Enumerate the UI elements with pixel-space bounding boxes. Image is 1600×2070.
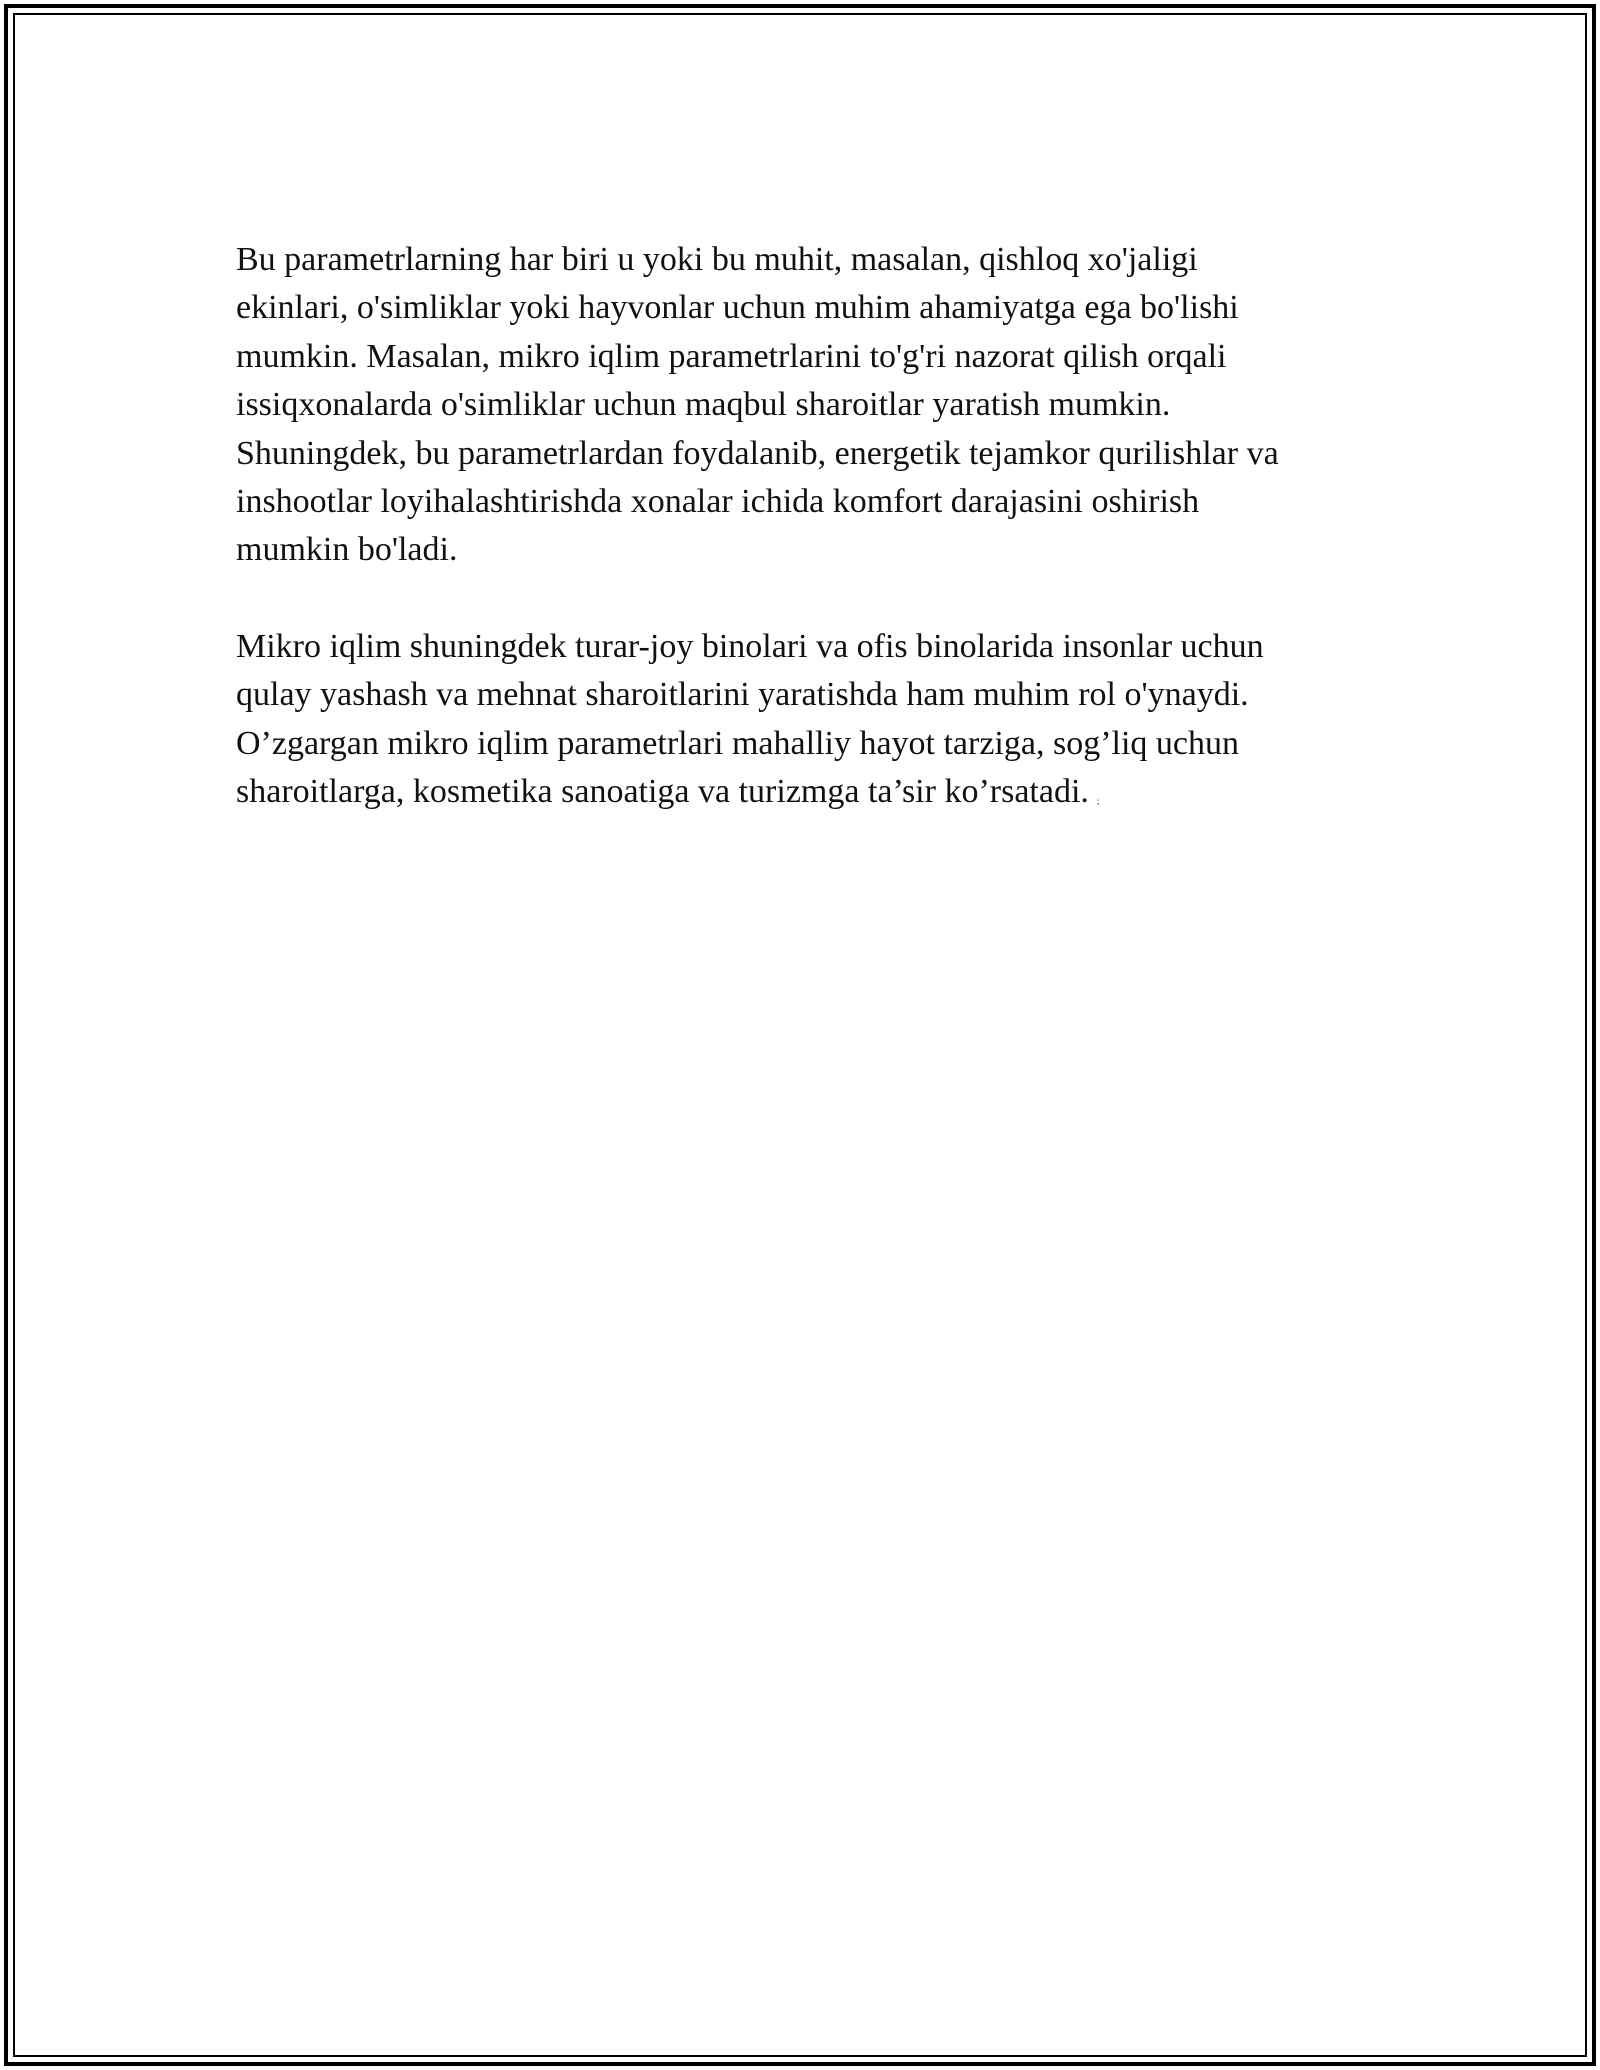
paragraph-line: inshootlar loyihalashtirishda xonalar ichida komfort darajasini oshirish	[236, 483, 1200, 521]
paragraph-line: mumkin bo'ladi.	[236, 531, 458, 569]
paragraph-line: Shuningdek, bu parametrlardan foydalanib, energetik tejamkor qurilishlar va	[236, 434, 1279, 472]
paragraph-line: issiqxonalarda o'simliklar uchun maqbul sharoitlar yaratish mumkin.	[236, 386, 1171, 424]
paragraph-line: O’zgargan mikro iqlim parametrlari mahalliy hayot tarziga, sog’liq uchun	[236, 724, 1239, 762]
paragraph-line: Bu parametrlarning har biri u yoki bu muhit, masalan, qishloq xo'jaligi	[236, 241, 1198, 278]
paragraph-line: Mikro iqlim shuningdek turar-joy binolari va ofis binolarida insonlar uchun	[236, 627, 1264, 665]
paragraph-1	[236, 236, 1396, 575]
paragraph-line-text: sharoitlarga, kosmetika sanoatiga va turizmga ta’sir ko’rsatadi.	[236, 773, 1089, 811]
paragraph-line: ekinlari, o'simliklar yoki hayvonlar uchun muhim ahamiyatga ega bo'lishi	[236, 289, 1239, 327]
paragraph-2	[236, 623, 1396, 826]
paragraph-line-last	[236, 768, 1396, 825]
paragraph-line: qulay yashash va mehnat sharoitlarini yaratishda ham muhim rol o'ynaydi.	[236, 676, 1249, 714]
footnote-mark: ;	[1096, 796, 1100, 807]
document-body	[236, 236, 1396, 825]
paragraph-line: mumkin. Masalan, mikro iqlim parametrlarini to'g'ri nazorat qilish orqali	[236, 337, 1227, 375]
